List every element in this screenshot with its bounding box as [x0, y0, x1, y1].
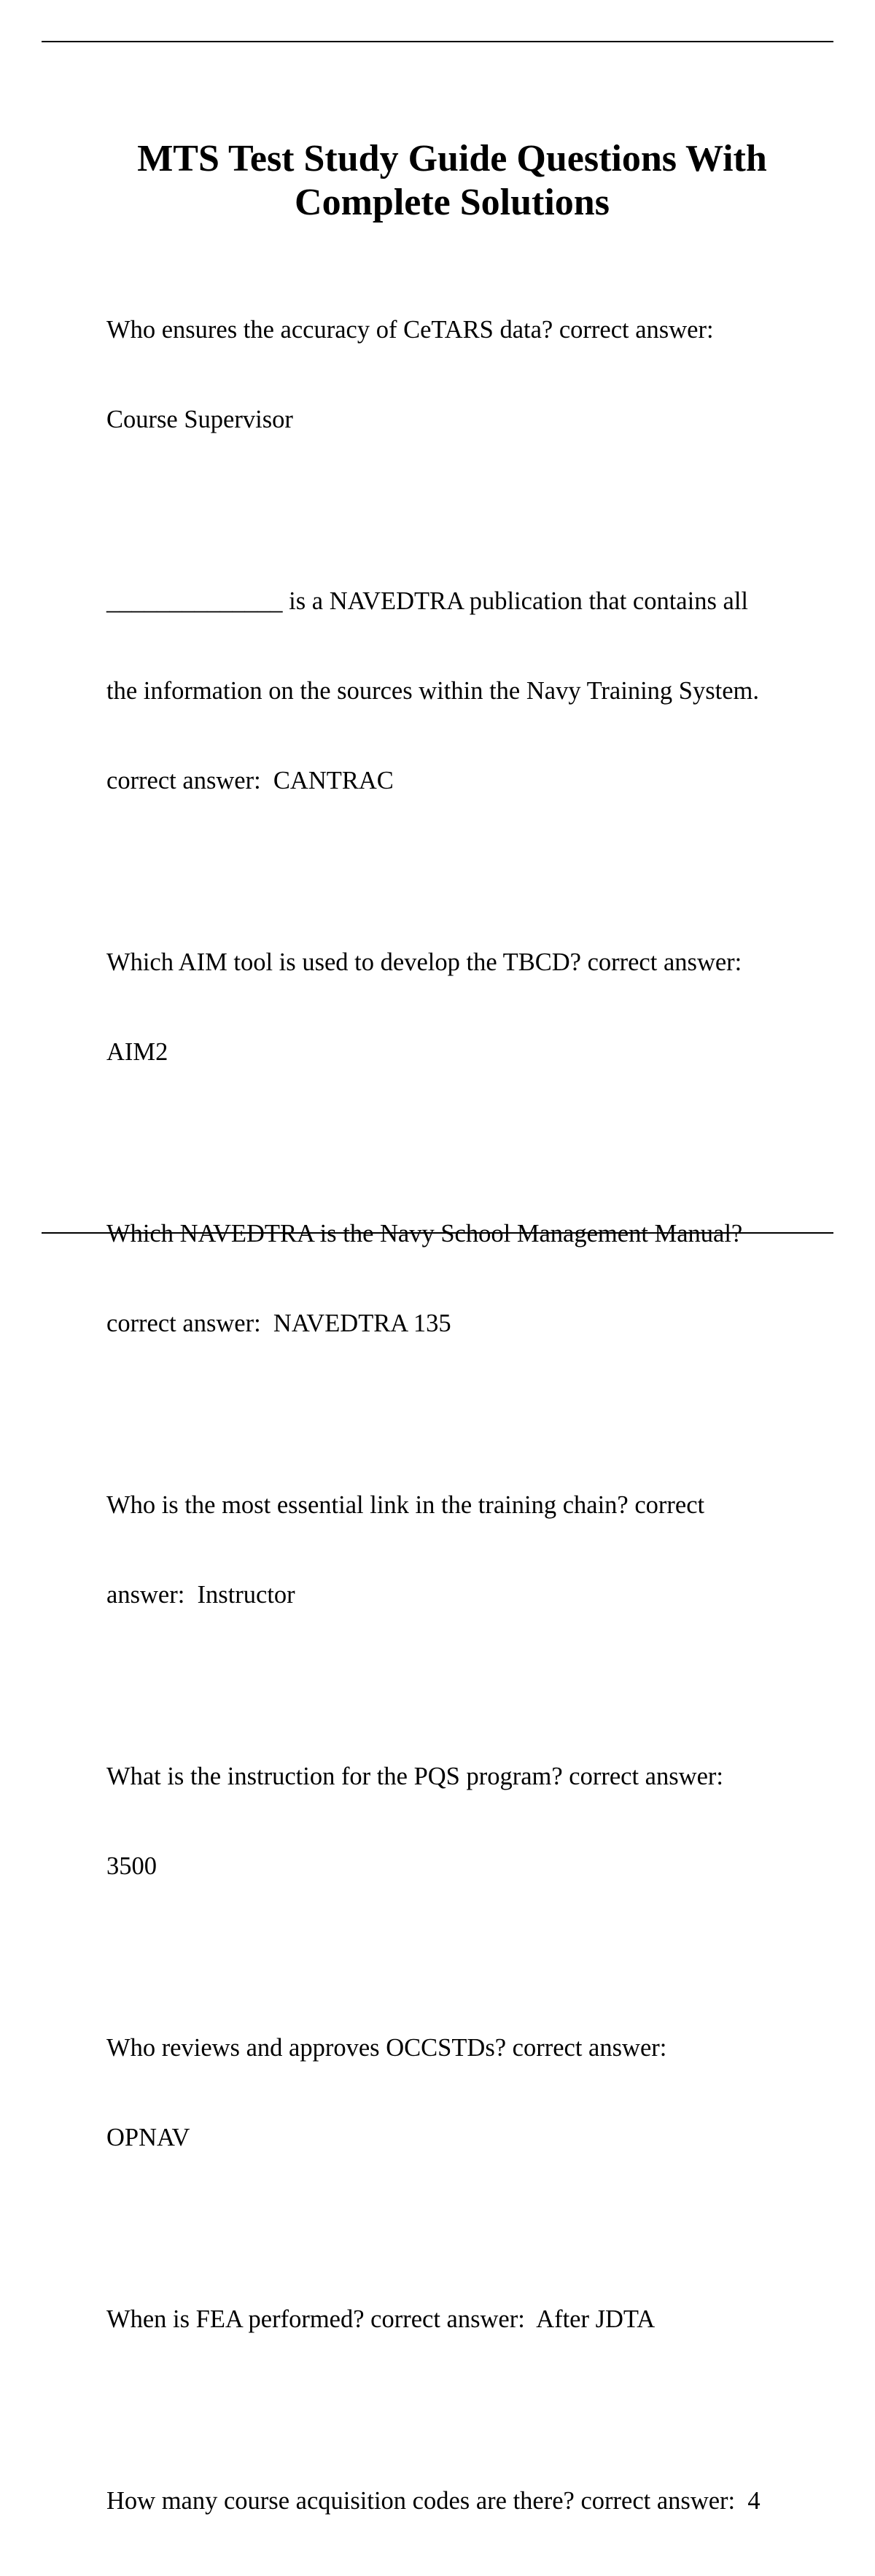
qa-line: answer: Instructor	[106, 1581, 295, 1609]
qa-line: AIM2	[106, 1038, 168, 1066]
qa-item-7	[106, 1973, 806, 2213]
top-rule	[42, 41, 833, 42]
qa-line: When is FEA performed? correct answer: After JDTA	[106, 2305, 656, 2333]
qa-line: What is the instruction for the PQS program? correct answer:	[106, 1763, 723, 1790]
qa-line: Course Supervisor	[106, 406, 293, 433]
qa-line: Who reviews and approves OCCSTDs? correct answer:	[106, 2034, 667, 2062]
qa-item-9	[106, 2426, 806, 2576]
title-line-2: Complete Solutions	[295, 182, 610, 223]
qa-line: Who is the most essential link in the training chain? correct	[106, 1491, 705, 1519]
qa-line: 3500	[106, 1852, 157, 1880]
qa-line: correct answer: NAVEDTRA 135	[106, 1310, 451, 1337]
bottom-rule	[42, 1232, 833, 1234]
qa-item-3	[106, 888, 806, 1127]
document-title	[73, 137, 831, 225]
qa-item-6	[106, 1702, 806, 1941]
qa-line: Which AIM tool is used to develop the TBCD? correct answer:	[106, 948, 742, 976]
qa-item-8	[106, 2245, 806, 2394]
qa-item-4	[106, 1159, 806, 1399]
qa-line: ______________ is a NAVEDTRA publication that contains all	[106, 587, 748, 615]
qa-line: OPNAV	[106, 2124, 190, 2151]
question-answer-list	[106, 255, 806, 2576]
qa-item-5	[106, 1431, 806, 1670]
title-line-1: MTS Test Study Guide Questions With	[137, 138, 767, 179]
qa-line: Who ensures the accuracy of CeTARS data? correct answer:	[106, 316, 714, 344]
qa-line: correct answer: CANTRAC	[106, 767, 394, 794]
qa-line: How many course acquisition codes are there? correct answer: 4	[106, 2487, 761, 2515]
qa-item-2	[106, 527, 806, 856]
qa-line: the information on the sources within the Navy Training System.	[106, 677, 759, 705]
qa-item-1	[106, 255, 806, 495]
qa-line: Which NAVEDTRA is the Navy School Management Manual?	[106, 1220, 743, 1248]
